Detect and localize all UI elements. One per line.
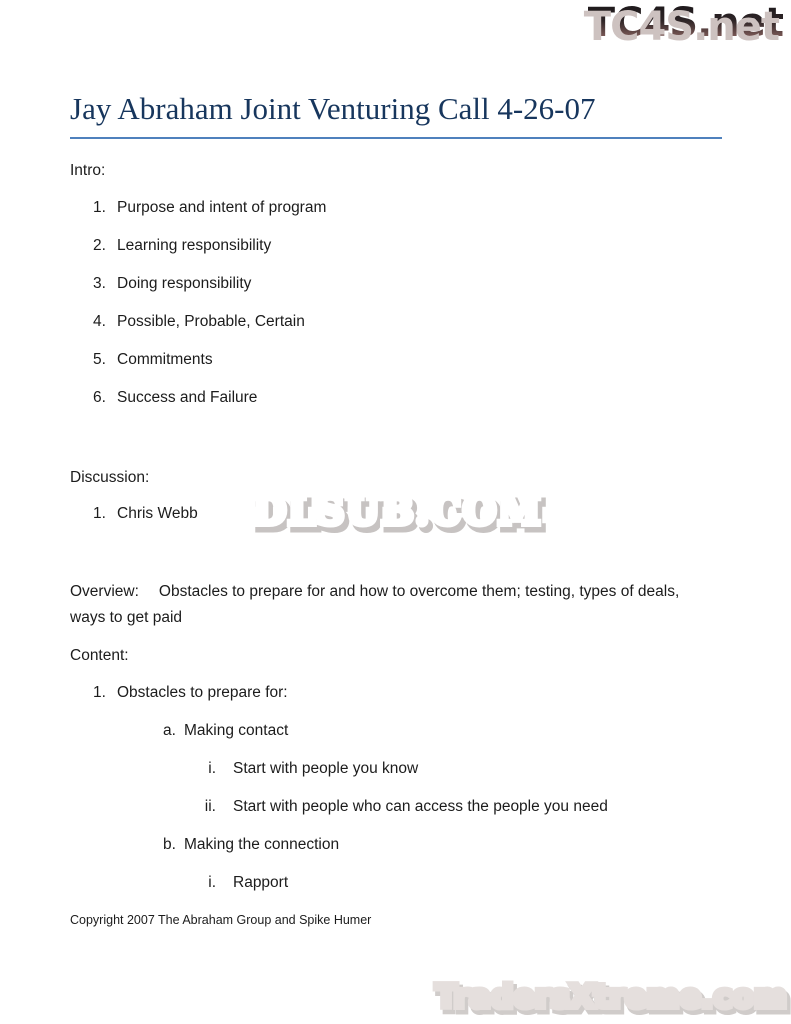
list-item-text: Chris Webb <box>117 505 198 522</box>
overview-paragraph <box>70 579 698 631</box>
overview-label: Overview: <box>70 583 139 600</box>
list-marker: ii. <box>204 798 216 815</box>
list-item <box>70 390 326 406</box>
list-item-text: Possible, Probable, Certain <box>117 313 305 330</box>
tc4s-watermark-logo: TC4S.net TC4S.net <box>588 0 783 46</box>
list-item <box>70 875 608 891</box>
list-item-text: Obstacles to prepare for: <box>117 684 288 701</box>
list-item <box>70 799 608 815</box>
list-item-text: Doing responsibility <box>117 275 252 292</box>
list-marker: a. <box>163 722 176 739</box>
list-marker: i. <box>208 760 216 777</box>
content-heading: Content: <box>70 647 129 664</box>
list-item <box>70 685 608 701</box>
list-marker: 1. <box>93 505 106 522</box>
list-item-text: Purpose and intent of program <box>117 199 327 216</box>
list-item <box>70 200 326 216</box>
list-item <box>70 314 326 330</box>
list-marker: 4. <box>93 313 106 330</box>
page-title: Jay Abraham Joint Venturing Call 4-26-07 <box>70 90 722 139</box>
list-item <box>70 352 326 368</box>
intro-heading: Intro: <box>70 162 106 179</box>
list-marker: 5. <box>93 351 106 368</box>
list-item-text: Start with people you know <box>233 760 419 777</box>
list-item <box>70 506 198 522</box>
tradersxtreme-watermark-logo: TradersXtreme.com TradersXtreme.com TradersXtreme.com <box>435 979 787 1015</box>
list-marker: i. <box>208 874 216 891</box>
list-marker: 3. <box>93 275 106 292</box>
list-marker: 1. <box>93 684 106 701</box>
list-item-text: Success and Failure <box>117 389 258 406</box>
overview-text: Obstacles to prepare for and how to overcome them; testing, types of deals, ways to get paid <box>70 583 680 626</box>
copyright-footer: Copyright 2007 The Abraham Group and Spike Humer <box>70 913 372 927</box>
discussion-heading: Discussion: <box>70 469 150 486</box>
intro-list <box>70 200 326 428</box>
list-item-text: Learning responsibility <box>117 237 272 254</box>
list-marker: 2. <box>93 237 106 254</box>
list-item-text: Commitments <box>117 351 213 368</box>
list-item <box>70 238 326 254</box>
list-item-text: Making the connection <box>184 836 340 853</box>
discussion-list <box>70 506 198 544</box>
list-item <box>70 276 326 292</box>
content-outline-list <box>70 685 608 913</box>
list-marker: 6. <box>93 389 106 406</box>
list-item <box>70 723 608 739</box>
list-item-text: Start with people who can access the people you need <box>233 798 608 815</box>
list-item-text: Making contact <box>184 722 289 739</box>
list-marker: 1. <box>93 199 106 216</box>
list-item <box>70 761 608 777</box>
list-marker: b. <box>163 836 176 853</box>
dlsub-watermark-logo: DLSUB.COM DLSUB.COM DLSUB.COM <box>253 488 542 533</box>
list-item <box>70 837 608 853</box>
list-item-text: Rapport <box>233 874 289 891</box>
